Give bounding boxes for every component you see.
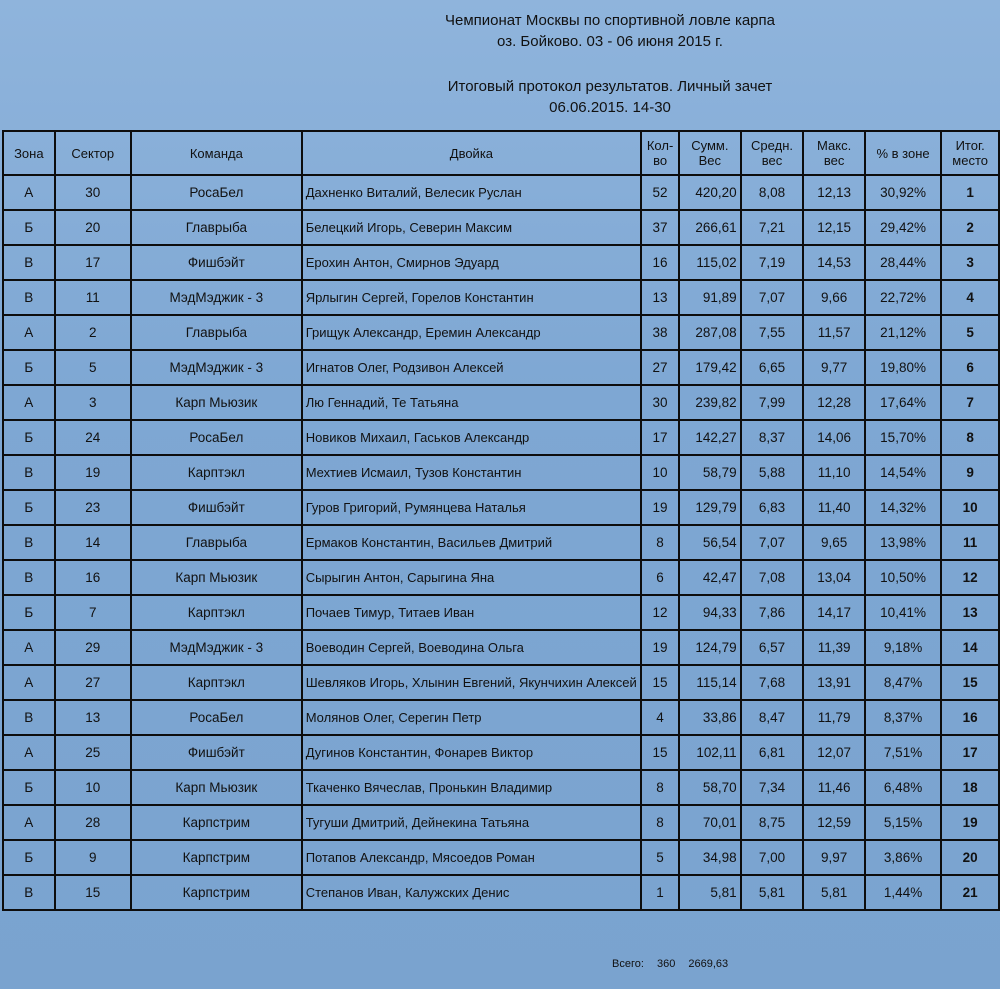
cell-pct: 7,51% [865,735,941,770]
cell-sum: 124,79 [679,630,741,665]
cell-pair: Дугинов Константин, Фонарев Виктор [302,735,641,770]
cell-count: 37 [641,210,679,245]
cell-team: Карпстрим [131,805,302,840]
cell-sum: 56,54 [679,525,741,560]
cell-sum: 33,86 [679,700,741,735]
cell-avg: 6,65 [741,350,804,385]
cell-count: 12 [641,595,679,630]
cell-place: 10 [941,490,999,525]
cell-max: 11,57 [803,315,865,350]
cell-team: МэдМэджик - 3 [131,630,302,665]
cell-team: Карпстрим [131,840,302,875]
cell-pair: Новиков Михаил, Гаськов Александр [302,420,641,455]
cell-sector: 7 [55,595,131,630]
cell-team: МэдМэджик - 3 [131,350,302,385]
cell-pct: 30,92% [865,175,941,210]
cell-pct: 1,44% [865,875,941,910]
cell-max: 14,53 [803,245,865,280]
cell-place: 3 [941,245,999,280]
cell-zone: В [3,700,55,735]
cell-place: 4 [941,280,999,315]
cell-pct: 8,47% [865,665,941,700]
table-row [3,350,999,385]
table-row [3,595,999,630]
cell-place: 12 [941,560,999,595]
cell-team: Карптэкл [131,665,302,700]
cell-count: 19 [641,490,679,525]
cell-count: 16 [641,245,679,280]
cell-pair: Степанов Иван, Калужских Денис [302,875,641,910]
cell-pct: 10,50% [865,560,941,595]
cell-count: 5 [641,840,679,875]
cell-place: 11 [941,525,999,560]
cell-sum: 102,11 [679,735,741,770]
table-row [3,490,999,525]
cell-place: 2 [941,210,999,245]
cell-zone: Б [3,210,55,245]
col-max: Макс. вес [803,131,865,175]
cell-zone: В [3,245,55,280]
cell-max: 11,46 [803,770,865,805]
cell-place: 16 [941,700,999,735]
cell-pct: 3,86% [865,840,941,875]
cell-avg: 6,81 [741,735,804,770]
cell-pair: Мехтиев Исмаил, Тузов Константин [302,455,641,490]
cell-pair: Грищук Александр, Еремин Александр [302,315,641,350]
cell-team: Карпстрим [131,875,302,910]
cell-zone: Б [3,420,55,455]
cell-avg: 7,86 [741,595,804,630]
cell-sum: 179,42 [679,350,741,385]
cell-sector: 23 [55,490,131,525]
cell-zone: А [3,315,55,350]
cell-avg: 7,68 [741,665,804,700]
cell-place: 20 [941,840,999,875]
document-header [330,10,890,118]
cell-sum: 34,98 [679,840,741,875]
col-count: Кол-во [641,131,679,175]
cell-sector: 20 [55,210,131,245]
cell-team: Карп Мьюзик [131,385,302,420]
cell-avg: 7,55 [741,315,804,350]
cell-max: 12,28 [803,385,865,420]
cell-zone: А [3,665,55,700]
cell-count: 8 [641,525,679,560]
cell-pct: 19,80% [865,350,941,385]
cell-sector: 17 [55,245,131,280]
col-sector: Сектор [55,131,131,175]
cell-avg: 7,19 [741,245,804,280]
cell-place: 5 [941,315,999,350]
cell-place: 8 [941,420,999,455]
table-row [3,210,999,245]
cell-zone: А [3,385,55,420]
totals-footer [612,958,738,970]
cell-pct: 22,72% [865,280,941,315]
cell-pair: Почаев Тимур, Титаев Иван [302,595,641,630]
cell-sector: 10 [55,770,131,805]
table-row [3,630,999,665]
cell-max: 11,10 [803,455,865,490]
cell-sum: 5,81 [679,875,741,910]
col-team: Команда [131,131,302,175]
col-pair: Двойка [302,131,641,175]
cell-sum: 70,01 [679,805,741,840]
cell-sum: 58,70 [679,770,741,805]
cell-pct: 17,64% [865,385,941,420]
cell-sum: 287,08 [679,315,741,350]
cell-zone: Б [3,595,55,630]
cell-avg: 6,83 [741,490,804,525]
table-row [3,455,999,490]
cell-sector: 25 [55,735,131,770]
cell-sum: 42,47 [679,560,741,595]
cell-sector: 2 [55,315,131,350]
col-place: Итог. место [941,131,999,175]
cell-pct: 5,15% [865,805,941,840]
cell-sector: 5 [55,350,131,385]
cell-max: 12,15 [803,210,865,245]
cell-zone: В [3,875,55,910]
cell-avg: 8,08 [741,175,804,210]
cell-team: Карптэкл [131,595,302,630]
table-row [3,805,999,840]
cell-team: Фишбэйт [131,735,302,770]
cell-avg: 7,99 [741,385,804,420]
cell-zone: В [3,560,55,595]
cell-count: 4 [641,700,679,735]
cell-place: 21 [941,875,999,910]
cell-sum: 58,79 [679,455,741,490]
cell-place: 14 [941,630,999,665]
cell-pair: Белецкий Игорь, Северин Максим [302,210,641,245]
cell-zone: Б [3,840,55,875]
totals-label: Всего: [612,958,644,970]
cell-sum: 142,27 [679,420,741,455]
cell-pct: 14,54% [865,455,941,490]
cell-zone: В [3,280,55,315]
cell-team: Главрыба [131,315,302,350]
cell-sector: 24 [55,420,131,455]
table-row [3,560,999,595]
cell-avg: 7,00 [741,840,804,875]
table-row [3,700,999,735]
cell-avg: 6,57 [741,630,804,665]
cell-pair: Дахненко Виталий, Велесик Руслан [302,175,641,210]
table-header-row [3,131,999,175]
cell-pair: Ткаченко Вячеслав, Пронькин Владимир [302,770,641,805]
cell-max: 9,66 [803,280,865,315]
cell-sum: 129,79 [679,490,741,525]
cell-sector: 30 [55,175,131,210]
cell-sum: 115,14 [679,665,741,700]
col-avg: Средн. вес [741,131,804,175]
cell-count: 15 [641,665,679,700]
cell-count: 38 [641,315,679,350]
table-row [3,665,999,700]
cell-zone: Б [3,350,55,385]
cell-pair: Гуров Григорий, Румянцева Наталья [302,490,641,525]
cell-sector: 14 [55,525,131,560]
cell-team: РосаБел [131,700,302,735]
cell-sum: 91,89 [679,280,741,315]
cell-pair: Ерохин Антон, Смирнов Эдуард [302,245,641,280]
cell-pair: Шевляков Игорь, Хлынин Евгений, Якунчихин Алексей [302,665,641,700]
cell-pct: 6,48% [865,770,941,805]
cell-team: РосаБел [131,420,302,455]
cell-avg: 8,75 [741,805,804,840]
cell-zone: А [3,805,55,840]
cell-avg: 5,88 [741,455,804,490]
cell-avg: 8,37 [741,420,804,455]
cell-pair: Лю Геннадий, Те Татьяна [302,385,641,420]
table-row [3,245,999,280]
cell-avg: 7,07 [741,525,804,560]
cell-place: 18 [941,770,999,805]
cell-place: 19 [941,805,999,840]
cell-pair: Потапов Александр, Мясоедов Роман [302,840,641,875]
col-zone: Зона [3,131,55,175]
cell-max: 14,17 [803,595,865,630]
cell-place: 17 [941,735,999,770]
cell-pct: 29,42% [865,210,941,245]
cell-sum: 420,20 [679,175,741,210]
cell-sector: 3 [55,385,131,420]
results-body [3,175,999,910]
table-row [3,770,999,805]
cell-place: 6 [941,350,999,385]
protocol-datetime: 06.06.2015. 14-30 [549,99,671,116]
cell-pair: Тугуши Дмитрий, Дейнекина Татьяна [302,805,641,840]
cell-sector: 11 [55,280,131,315]
cell-avg: 7,34 [741,770,804,805]
cell-team: Карп Мьюзик [131,770,302,805]
table-row [3,385,999,420]
cell-max: 12,59 [803,805,865,840]
cell-sector: 15 [55,875,131,910]
cell-avg: 7,21 [741,210,804,245]
cell-count: 30 [641,385,679,420]
table-row [3,525,999,560]
cell-max: 9,77 [803,350,865,385]
cell-max: 5,81 [803,875,865,910]
protocol-title: Итоговый протокол результатов. Личный зачет [447,78,773,95]
cell-team: Карптэкл [131,455,302,490]
cell-max: 12,07 [803,735,865,770]
cell-avg: 8,47 [741,700,804,735]
cell-sector: 27 [55,665,131,700]
cell-count: 10 [641,455,679,490]
cell-max: 11,79 [803,700,865,735]
totals-weight: 2669,63 [688,958,729,970]
cell-sum: 94,33 [679,595,741,630]
cell-pct: 9,18% [865,630,941,665]
cell-team: Главрыба [131,210,302,245]
cell-sum: 115,02 [679,245,741,280]
cell-count: 15 [641,735,679,770]
cell-sum: 266,61 [679,210,741,245]
cell-pair: Сырыгин Антон, Сарыгина Яна [302,560,641,595]
cell-team: МэдМэджик - 3 [131,280,302,315]
cell-zone: А [3,630,55,665]
cell-pct: 28,44% [865,245,941,280]
cell-count: 17 [641,420,679,455]
cell-max: 13,04 [803,560,865,595]
cell-pair: Игнатов Олег, Родзивон Алексей [302,350,641,385]
cell-sector: 19 [55,455,131,490]
cell-sector: 16 [55,560,131,595]
cell-pair: Воеводин Сергей, Воеводина Ольга [302,630,641,665]
results-table [2,130,1000,911]
cell-place: 13 [941,595,999,630]
cell-team: Главрыба [131,525,302,560]
cell-count: 19 [641,630,679,665]
cell-pair: Молянов Олег, Серегин Петр [302,700,641,735]
cell-max: 11,39 [803,630,865,665]
cell-pct: 10,41% [865,595,941,630]
cell-max: 9,65 [803,525,865,560]
cell-avg: 5,81 [741,875,804,910]
championship-title: Чемпионат Москвы по спортивной ловле карпа [444,12,775,29]
cell-sector: 29 [55,630,131,665]
cell-max: 11,40 [803,490,865,525]
cell-place: 9 [941,455,999,490]
table-row [3,420,999,455]
cell-count: 52 [641,175,679,210]
cell-sector: 9 [55,840,131,875]
col-sum: Сумм. Вес [679,131,741,175]
cell-zone: Б [3,490,55,525]
cell-max: 9,97 [803,840,865,875]
col-pct: % в зоне [865,131,941,175]
cell-pct: 15,70% [865,420,941,455]
table-row [3,280,999,315]
cell-zone: А [3,175,55,210]
cell-sector: 28 [55,805,131,840]
cell-avg: 7,08 [741,560,804,595]
cell-pair: Ярлыгин Сергей, Горелов Константин [302,280,641,315]
cell-count: 13 [641,280,679,315]
cell-zone: В [3,525,55,560]
table-row [3,175,999,210]
cell-place: 7 [941,385,999,420]
cell-pct: 21,12% [865,315,941,350]
cell-team: Карп Мьюзик [131,560,302,595]
totals-count: 360 [656,958,676,970]
cell-avg: 7,07 [741,280,804,315]
cell-team: Фишбэйт [131,245,302,280]
cell-place: 1 [941,175,999,210]
cell-zone: Б [3,770,55,805]
cell-count: 6 [641,560,679,595]
cell-count: 8 [641,805,679,840]
cell-sum: 239,82 [679,385,741,420]
venue-dates: оз. Бойково. 03 - 06 июня 2015 г. [497,33,723,50]
cell-team: Фишбэйт [131,490,302,525]
cell-pct: 14,32% [865,490,941,525]
cell-count: 8 [641,770,679,805]
table-row [3,875,999,910]
cell-zone: А [3,735,55,770]
table-row [3,735,999,770]
cell-sector: 13 [55,700,131,735]
cell-max: 13,91 [803,665,865,700]
cell-team: РосаБел [131,175,302,210]
cell-count: 27 [641,350,679,385]
cell-pct: 13,98% [865,525,941,560]
table-row [3,840,999,875]
cell-pair: Ермаков Константин, Васильев Дмитрий [302,525,641,560]
cell-count: 1 [641,875,679,910]
table-row [3,315,999,350]
cell-max: 14,06 [803,420,865,455]
cell-max: 12,13 [803,175,865,210]
cell-place: 15 [941,665,999,700]
cell-pct: 8,37% [865,700,941,735]
cell-zone: В [3,455,55,490]
